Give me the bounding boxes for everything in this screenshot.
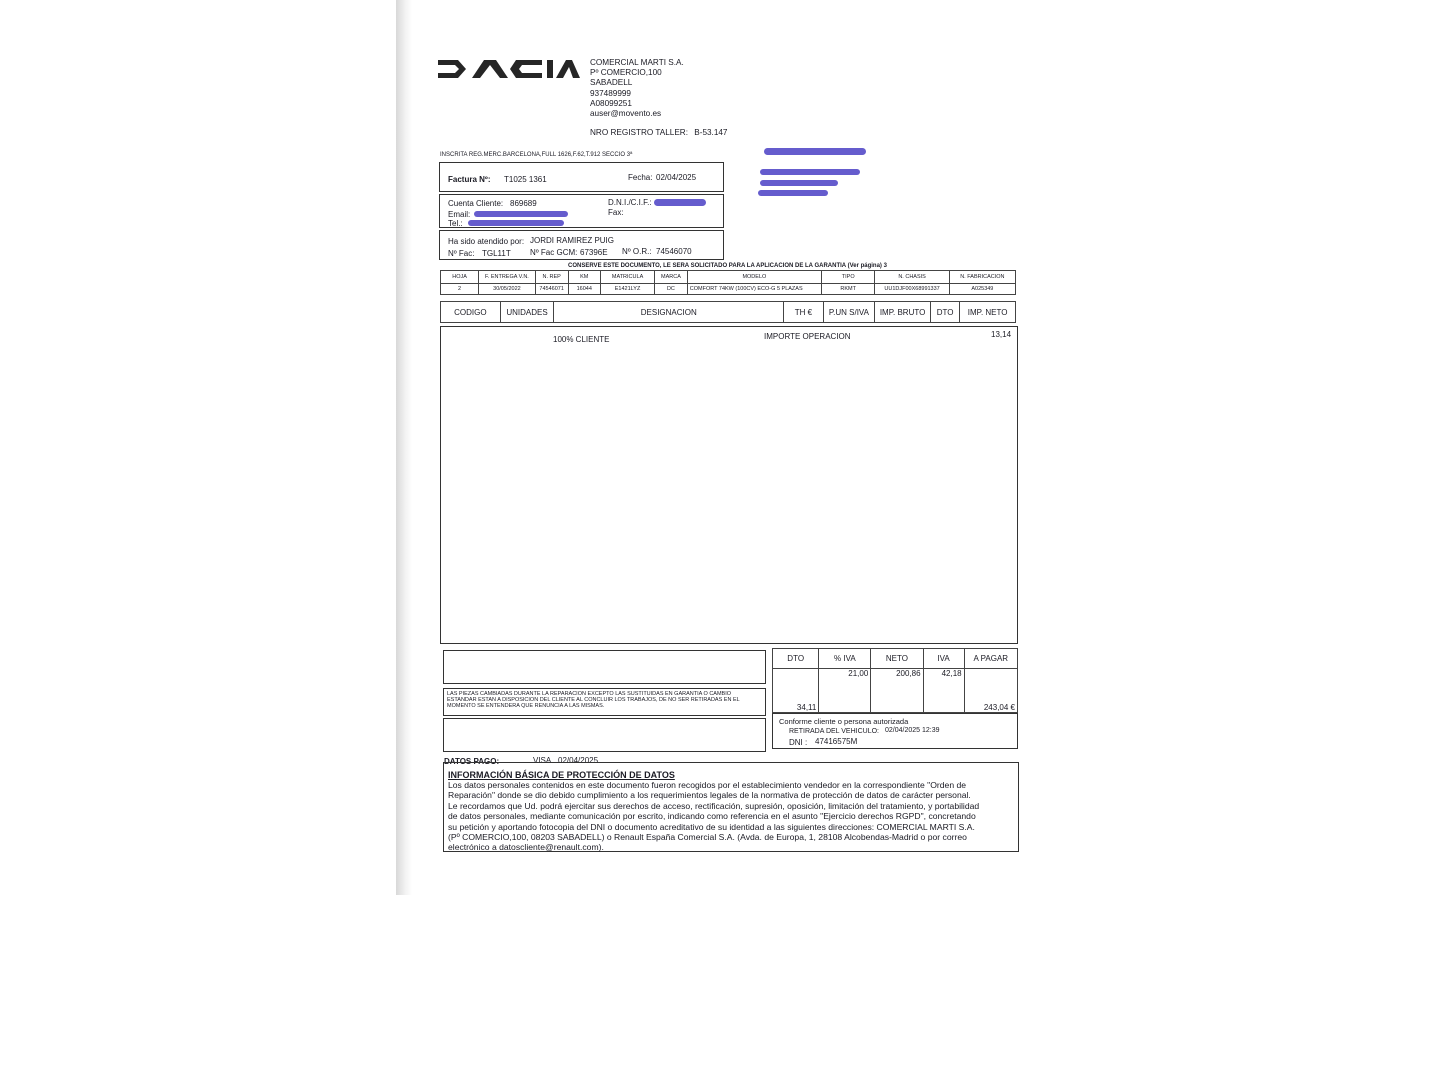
- email-label: Email:: [448, 210, 471, 219]
- conforme-title: Conforme cliente o persona autorizada: [779, 717, 909, 726]
- or-value: 74546070: [656, 247, 692, 256]
- redacted-phone: [468, 220, 564, 226]
- company-address: [590, 58, 727, 138]
- vehicle-cell: UU1DJF00X68991337: [875, 284, 949, 295]
- totals-neto: 200,86: [871, 669, 923, 713]
- fecha-label: Fecha:: [628, 173, 653, 182]
- vehicle-cell: 30/05/2022: [479, 284, 536, 295]
- lines-header: [440, 301, 1016, 323]
- vehicle-header: TIPO: [821, 271, 874, 284]
- attended-name: JORDI RAMIREZ PUIG: [530, 236, 615, 245]
- totals-header: NETO: [871, 649, 923, 669]
- conforme-dni-value: 47416575M: [815, 737, 858, 746]
- nfac-value: TGL11T: [482, 249, 511, 258]
- guarantee-notice: CONSERVE ESTE DOCUMENTO, LE SERA SOLICITADO PARA LA APLICACION DE LA GARANTIA (Ver página) 3: [568, 263, 887, 269]
- redacted-client-street: [760, 169, 860, 175]
- cuenta-value: 869689: [510, 199, 537, 208]
- vehicle-header: KM: [568, 271, 600, 284]
- vehicle-header: MATRICULA: [600, 271, 654, 284]
- vehicle-cell: A025349: [949, 284, 1015, 295]
- vehicle-cell: 2: [441, 284, 479, 295]
- conforme-box: [772, 713, 1018, 749]
- payment-method: VISA: [533, 756, 552, 765]
- fecha-value: 02/04/2025: [656, 173, 697, 182]
- vehicle-header: F. ENTREGA V.N.: [479, 271, 536, 284]
- or-label: Nº O.R.:: [622, 247, 652, 256]
- vehicle-table: [440, 270, 1016, 295]
- col-unidades: UNIDADES: [500, 302, 554, 323]
- totals-iva: 42,18: [923, 669, 964, 713]
- vehicle-cell: COMFORT 74KW (100CV) ECO-G 5 PLAZAS: [687, 284, 821, 295]
- totals-iva-pct: 21,00: [819, 669, 871, 713]
- protection-line: Reparación" donde se dio debido cumplimiento a los requerimientos legales de la normativa de protección de datos de carácter personal.: [448, 790, 971, 801]
- col-codigo: CODIGO: [441, 302, 501, 323]
- protection-line: de datos personales, mediante comunicación por escrito, indicando como referencia en el asunto "Ejercicio derechos RGPD", concretando: [448, 811, 976, 822]
- totals-a-pagar: 243,04 €: [964, 669, 1017, 713]
- vehicle-header: N. CHASIS: [875, 271, 949, 284]
- nfac-label: Nº Fac:: [448, 249, 475, 258]
- gcm-label: Nº Fac GCM:: [530, 248, 578, 257]
- attended-label: Ha sido atendido por:: [448, 237, 525, 246]
- redacted-client-zip: [760, 180, 838, 186]
- dacia-logo: [438, 58, 580, 80]
- vehicle-header: MARCA: [655, 271, 688, 284]
- company-phone: 937489999: [590, 88, 631, 98]
- dni-label: D.N.I./C.I.F.:: [608, 198, 652, 207]
- vehicle-cell: RKMT: [821, 284, 874, 295]
- scan-edge: [396, 0, 412, 895]
- redacted-client-city: [758, 190, 828, 196]
- tel-label: Tel.:: [448, 219, 463, 228]
- line-description: 100% CLIENTE: [553, 335, 610, 344]
- observations-box: [443, 650, 766, 684]
- company-cif: A08099251: [590, 98, 632, 108]
- registro-label: NRO REGISTRO TALLER:: [590, 128, 688, 138]
- factura-label: Factura Nº:: [448, 175, 491, 184]
- col-dto: DTO: [930, 302, 959, 323]
- protection-line: Los datos personales contenidos en este documento fueron recogidos por el establecimiento vendedor en la correspondiente "Orden de: [448, 780, 967, 790]
- attended-box: [439, 230, 724, 260]
- conforme-dni-label: DNI :: [789, 738, 808, 747]
- redacted-email: [474, 211, 568, 217]
- col-imp-neto: IMP. NETO: [960, 302, 1016, 323]
- gcm-value: 67396E: [580, 248, 608, 257]
- company-email: auser@movento.es: [590, 109, 662, 119]
- company-street: Pº COMERCIO,100: [590, 68, 662, 78]
- line-operation: IMPORTE OPERACION: [764, 332, 851, 341]
- company-name: COMERCIAL MARTI S.A.: [590, 58, 684, 67]
- totals-header: IVA: [923, 649, 964, 669]
- totals-header: A PAGAR: [964, 649, 1017, 669]
- col-designacion: DESIGNACION: [554, 302, 784, 323]
- signature-box: [443, 718, 766, 752]
- vehicle-header: N. REP: [535, 271, 568, 284]
- fax-label: Fax:: [608, 208, 624, 217]
- retirada-value: 02/04/2025 12:39: [885, 727, 940, 734]
- registro-value: B-53.147: [694, 128, 728, 138]
- totals-table: [772, 648, 1018, 713]
- redacted-dni: [654, 199, 706, 206]
- protection-line: su petición y aportando fotocopia del DNI o documento acreditativo de su identidad a las siguientes direcciones: COMERCIAL MARTI S.A.: [448, 821, 975, 832]
- company-city: SABADELL: [590, 78, 633, 88]
- payment-label: DATOS PAGO:: [444, 757, 500, 766]
- protection-line: (Pº COMERCIO,100, 08203 SABADELL) o Renault España Comercial S.A. (Avda. de Europa, 1, 28108 Alcobendas-Madrid o por correo: [448, 832, 967, 843]
- client-box: [439, 194, 724, 228]
- factura-value: T1025 1361: [504, 175, 547, 184]
- redacted-client-name: [764, 148, 866, 155]
- invoice-box: [439, 162, 724, 192]
- vehicle-header: MODELO: [687, 271, 821, 284]
- vehicle-cell: 16044: [568, 284, 600, 295]
- totals-header: % IVA: [819, 649, 871, 669]
- payment-date: 02/04/2025: [558, 756, 599, 765]
- lines-body: [440, 326, 1018, 644]
- protection-title: INFORMACIÓN BÁSICA DE PROTECCIÓN DE DATOS: [448, 770, 675, 780]
- totals-dto: 34,11: [773, 669, 819, 713]
- legal-parts-box: [443, 688, 766, 716]
- data-protection-box: [443, 762, 1019, 852]
- vehicle-cell: DC: [655, 284, 688, 295]
- legal-parts-text: LAS PIEZAS CAMBIADAS DURANTE LA REPARACION EXCEPTO LAS SUSTITUIDAS EN GARANTIA O CAMBIO ESTANDAR ESTAN A DISPOSICION DEL CLIENTE AL CONCLUIR LOS TRABAJOS, DE NO SER RETIRADAS EN EL MOMENTO SE ENTENDERA QUE RENUNCIA A LAS MISMAS.: [447, 691, 740, 709]
- col-th: TH €: [784, 302, 823, 323]
- protection-line: Le recordamos que Ud. podrá ejercitar sus derechos de acceso, rectificación, supresión, oposición, limitación del tratamiento, y portabilidad: [448, 800, 980, 811]
- line-amount: 13,14: [991, 330, 1012, 339]
- cuenta-label: Cuenta Cliente:: [448, 199, 504, 208]
- vehicle-cell: E1421LYZ: [600, 284, 654, 295]
- inscrita-line: INSCRITA REG.MERC.BARCELONA,FULL 1626,F.62,T.912 SECCIO 3ª: [440, 152, 633, 158]
- protection-line: electrónico a datoscliente@renault.com).: [448, 842, 604, 853]
- totals-header: DTO: [773, 649, 819, 669]
- vehicle-header: HOJA: [441, 271, 479, 284]
- retirada-label: RETIRADA DEL VEHICULO:: [789, 728, 879, 735]
- col-imp-bruto: IMP. BRUTO: [875, 302, 931, 323]
- col-pun: P.UN S/IVA: [823, 302, 875, 323]
- vehicle-cell: 74546071: [535, 284, 568, 295]
- vehicle-header: N. FABRICACION: [949, 271, 1015, 284]
